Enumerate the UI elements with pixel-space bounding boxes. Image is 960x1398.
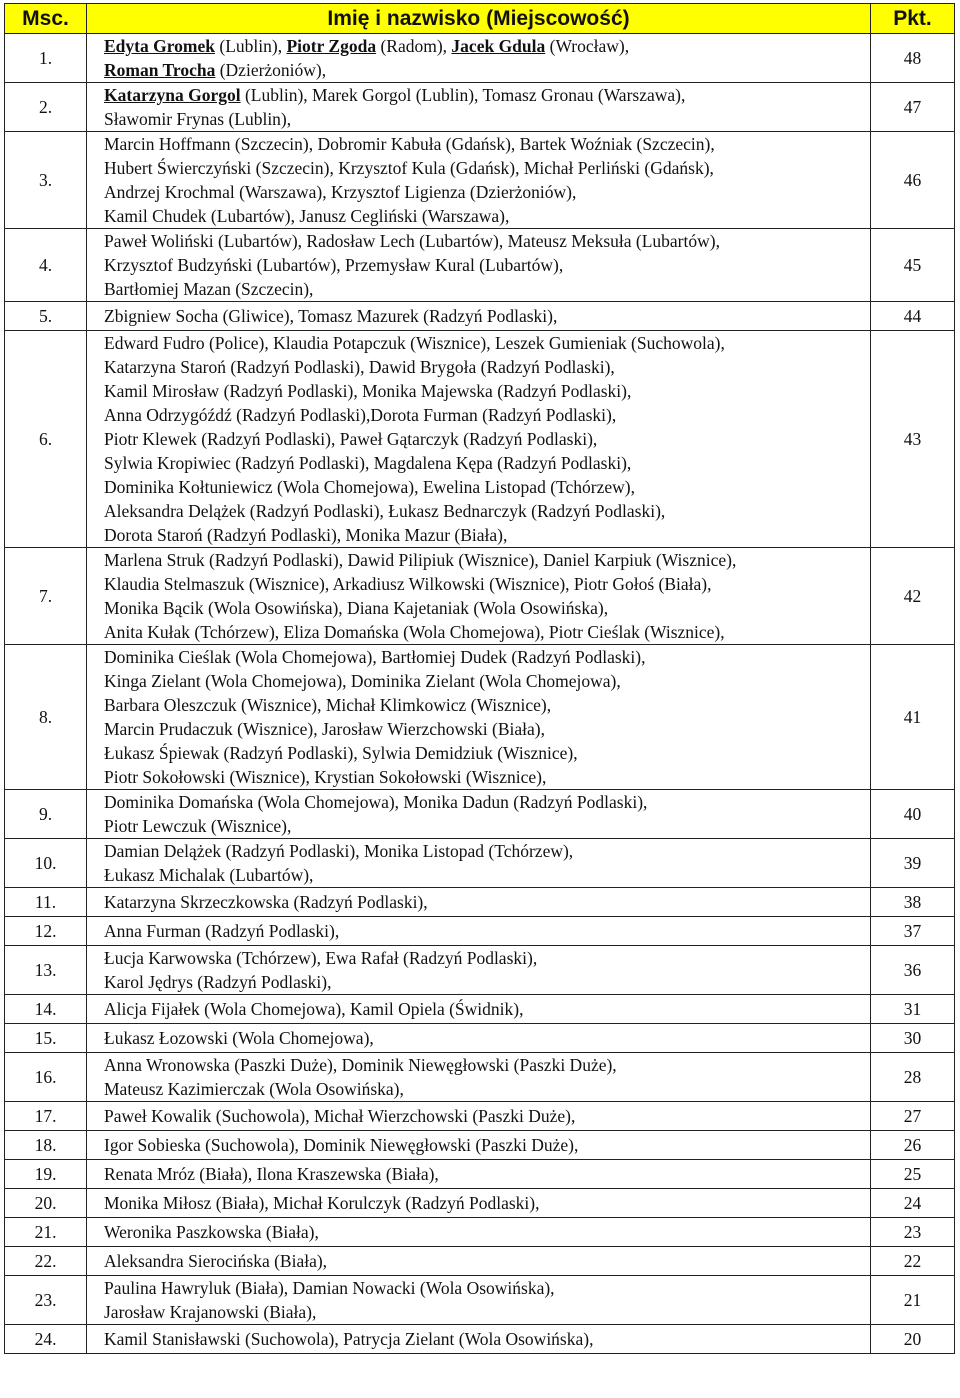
name-text: (Dzierżoniów), <box>215 60 327 80</box>
points-cell: 46 <box>871 132 955 229</box>
points-cell: 22 <box>871 1247 955 1276</box>
participant-line <box>104 863 870 887</box>
name-text: Hubert Świerczyński (Szczecin), Krzysztof Kula (Gdańsk), Michał Perliński (Gdańsk), <box>104 158 714 178</box>
name-text: Andrzej Krochmal (Warszawa), Krzysztof Ligienza (Dzierżoniów), <box>104 182 577 202</box>
table-row <box>5 839 955 888</box>
participant-line <box>104 451 870 475</box>
names-cell <box>87 1024 871 1053</box>
name-text: Sylwia Kropiwiec (Radzyń Podlaski), Magdalena Kępa (Radzyń Podlaski), <box>104 453 632 473</box>
name-text: Anna Wronowska (Paszki Duże), Dominik Niewęgłowski (Paszki Duże), <box>104 1055 617 1075</box>
name-text: Monika Miłosz (Biała), Michał Korulczyk (Radzyń Podlaski), <box>104 1193 540 1213</box>
participant-line <box>104 204 870 228</box>
rank-cell: 7. <box>5 548 87 645</box>
participant-line <box>104 548 870 572</box>
results-table <box>4 3 955 1354</box>
names-cell <box>87 1160 871 1189</box>
table-row <box>5 331 955 548</box>
name-text: Łukasz Śpiewak (Radzyń Podlaski), Sylwia Demidziuk (Wisznice), <box>104 743 578 763</box>
name-text: Piotr Sokołowski (Wisznice), Krystian Sokołowski (Wisznice), <box>104 767 547 787</box>
name-text: (Wrocław), <box>545 36 630 56</box>
name-text: Weronika Paszkowska (Biała), <box>104 1222 319 1242</box>
points-cell: 21 <box>871 1276 955 1325</box>
name-text: Damian Delążek (Radzyń Podlaski), Monika Listopad (Tchórzew), <box>104 841 574 861</box>
name-text: Zbigniew Socha (Gliwice), Tomasz Mazurek (Radzyń Podlaski), <box>104 306 558 326</box>
name-text: Jarosław Krajanowski (Biała), <box>104 1302 317 1322</box>
participant-line <box>104 1191 870 1215</box>
participant-line <box>104 1133 870 1157</box>
rank-cell: 21. <box>5 1218 87 1247</box>
names-cell <box>87 1189 871 1218</box>
names-cell <box>87 229 871 302</box>
rank-cell: 23. <box>5 1276 87 1325</box>
names-cell <box>87 645 871 790</box>
highlighted-name: Edyta Gromek <box>104 36 215 56</box>
points-cell: 44 <box>871 302 955 331</box>
participant-line <box>104 427 870 451</box>
names-cell <box>87 995 871 1024</box>
rank-cell: 9. <box>5 790 87 839</box>
header-names: Imię i nazwisko (Miejscowość) <box>87 4 871 34</box>
participant-line <box>104 180 870 204</box>
points-cell: 42 <box>871 548 955 645</box>
name-text: Kamil Chudek (Lubartów), Janusz Cegliński (Warszawa), <box>104 206 510 226</box>
participant-line <box>104 741 870 765</box>
name-text: Kamil Mirosław (Radzyń Podlaski), Monika Majewska (Radzyń Podlaski), <box>104 381 632 401</box>
table-row <box>5 888 955 917</box>
points-cell: 39 <box>871 839 955 888</box>
names-cell <box>87 132 871 229</box>
rank-cell: 24. <box>5 1325 87 1354</box>
names-cell <box>87 1218 871 1247</box>
names-cell <box>87 1247 871 1276</box>
participant-line <box>104 669 870 693</box>
participant-line <box>104 331 870 355</box>
participant-line <box>104 839 870 863</box>
name-text: Dominika Domańska (Wola Chomejowa), Monika Dadun (Radzyń Podlaski), <box>104 792 648 812</box>
participant-line <box>104 997 870 1021</box>
participant-line <box>104 1053 870 1077</box>
participant-line <box>104 717 870 741</box>
name-text: Klaudia Stelmaszuk (Wisznice), Arkadiusz Wilkowski (Wisznice), Piotr Gołoś (Biała), <box>104 574 712 594</box>
name-text: Katarzyna Staroń (Radzyń Podlaski), Dawid Brygoła (Radzyń Podlaski), <box>104 357 615 377</box>
names-cell <box>87 946 871 995</box>
participant-line <box>104 620 870 644</box>
name-text: Łucja Karwowska (Tchórzew), Ewa Rafał (Radzyń Podlaski), <box>104 948 538 968</box>
participant-line <box>104 1162 870 1186</box>
participant-line <box>104 790 870 814</box>
participant-line <box>104 132 870 156</box>
table-row <box>5 995 955 1024</box>
rank-cell: 18. <box>5 1131 87 1160</box>
name-text: Marlena Struk (Radzyń Podlaski), Dawid Pilipiuk (Wisznice), Daniel Karpiuk (Wisznice), <box>104 550 737 570</box>
table-row <box>5 548 955 645</box>
names-cell <box>87 1131 871 1160</box>
participant-line <box>104 156 870 180</box>
participant-line <box>104 1220 870 1244</box>
rank-cell: 2. <box>5 83 87 132</box>
name-text: (Radom), <box>376 36 452 56</box>
name-text: Dorota Staroń (Radzyń Podlaski), Monika Mazur (Biała), <box>104 525 508 545</box>
participant-line <box>104 1300 870 1324</box>
name-text: Bartłomiej Mazan (Szczecin), <box>104 279 314 299</box>
name-text: Aleksandra Delążek (Radzyń Podlaski), Łukasz Bednarczyk (Radzyń Podlaski), <box>104 501 666 521</box>
table-body <box>5 34 955 1354</box>
participant-line <box>104 970 870 994</box>
table-row <box>5 302 955 331</box>
table-row <box>5 790 955 839</box>
points-cell: 37 <box>871 917 955 946</box>
participant-line <box>104 890 870 914</box>
name-text: (Lublin), Marek Gorgol (Lublin), Tomasz Gronau (Warszawa), <box>240 85 686 105</box>
points-cell: 47 <box>871 83 955 132</box>
points-cell: 28 <box>871 1053 955 1102</box>
participant-line <box>104 919 870 943</box>
name-text: Piotr Klewek (Radzyń Podlaski), Paweł Gątarczyk (Radzyń Podlaski), <box>104 429 598 449</box>
participant-line <box>104 946 870 970</box>
name-text: Sławomir Frynas (Lublin), <box>104 109 292 129</box>
participant-line <box>104 58 870 82</box>
participant-line <box>104 1026 870 1050</box>
points-cell: 27 <box>871 1102 955 1131</box>
table-row <box>5 1247 955 1276</box>
table-row <box>5 83 955 132</box>
name-text: Dominika Cieślak (Wola Chomejowa), Bartłomiej Dudek (Radzyń Podlaski), <box>104 647 646 667</box>
points-cell: 36 <box>871 946 955 995</box>
table-row <box>5 132 955 229</box>
participant-line <box>104 765 870 789</box>
name-text: Piotr Lewczuk (Wisznice), <box>104 816 292 836</box>
name-text: Alicja Fijałek (Wola Chomejowa), Kamil Opiela (Świdnik), <box>104 999 524 1019</box>
name-text: Łukasz Michalak (Lubartów), <box>104 865 314 885</box>
points-cell: 45 <box>871 229 955 302</box>
names-cell <box>87 790 871 839</box>
participant-line <box>104 34 870 58</box>
name-text: Renata Mróz (Biała), Ilona Kraszewska (Biała), <box>104 1164 439 1184</box>
rank-cell: 8. <box>5 645 87 790</box>
points-cell: 31 <box>871 995 955 1024</box>
names-cell <box>87 34 871 83</box>
participant-line <box>104 1327 870 1351</box>
rank-cell: 6. <box>5 331 87 548</box>
name-text: Łukasz Łozowski (Wola Chomejowa), <box>104 1028 374 1048</box>
points-cell: 43 <box>871 331 955 548</box>
name-text: Barbara Oleszczuk (Wisznice), Michał Klimkowicz (Wisznice), <box>104 695 552 715</box>
rank-cell: 15. <box>5 1024 87 1053</box>
participant-line <box>104 107 870 131</box>
participant-line <box>104 403 870 427</box>
table-row <box>5 1160 955 1189</box>
name-text: Edward Fudro (Police), Klaudia Potapczuk (Wisznice), Leszek Gumieniak (Suchowola), <box>104 333 725 353</box>
rank-cell: 22. <box>5 1247 87 1276</box>
participant-line <box>104 645 870 669</box>
names-cell <box>87 83 871 132</box>
rank-cell: 14. <box>5 995 87 1024</box>
participant-line <box>104 814 870 838</box>
points-cell: 30 <box>871 1024 955 1053</box>
points-cell: 20 <box>871 1325 955 1354</box>
name-text: Karol Jędrys (Radzyń Podlaski), <box>104 972 332 992</box>
participant-line <box>104 304 870 328</box>
rank-cell: 10. <box>5 839 87 888</box>
participant-line <box>104 83 870 107</box>
participant-line <box>104 596 870 620</box>
name-text: Paweł Woliński (Lubartów), Radosław Lech (Lubartów), Mateusz Meksuła (Lubartów), <box>104 231 720 251</box>
name-text: Paulina Hawryluk (Biała), Damian Nowacki (Wola Osowińska), <box>104 1278 555 1298</box>
names-cell <box>87 302 871 331</box>
rank-cell: 1. <box>5 34 87 83</box>
points-cell: 25 <box>871 1160 955 1189</box>
names-cell <box>87 1053 871 1102</box>
header-rank: Msc. <box>5 4 87 34</box>
points-cell: 48 <box>871 34 955 83</box>
rank-cell: 17. <box>5 1102 87 1131</box>
rank-cell: 16. <box>5 1053 87 1102</box>
name-text: Anna Odrzygóźdź (Radzyń Podlaski),Dorota Furman (Radzyń Podlaski), <box>104 405 617 425</box>
points-cell: 38 <box>871 888 955 917</box>
names-cell <box>87 917 871 946</box>
rank-cell: 11. <box>5 888 87 917</box>
name-text: Marcin Prudaczuk (Wisznice), Jarosław Wierzchowski (Biała), <box>104 719 545 739</box>
participant-line <box>104 379 870 403</box>
rank-cell: 3. <box>5 132 87 229</box>
participant-line <box>104 355 870 379</box>
name-text: Paweł Kowalik (Suchowola), Michał Wierzchowski (Paszki Duże), <box>104 1106 576 1126</box>
highlighted-name: Piotr Zgoda <box>286 36 377 56</box>
participant-line <box>104 229 870 253</box>
rank-cell: 13. <box>5 946 87 995</box>
table-row <box>5 1024 955 1053</box>
points-cell: 24 <box>871 1189 955 1218</box>
name-text: Aleksandra Sierocińska (Biała), <box>104 1251 328 1271</box>
highlighted-name: Katarzyna Gorgol <box>104 85 241 105</box>
names-cell <box>87 1325 871 1354</box>
table-row <box>5 946 955 995</box>
name-text: Igor Sobieska (Suchowola), Dominik Niewęgłowski (Paszki Duże), <box>104 1135 579 1155</box>
names-cell <box>87 1102 871 1131</box>
name-text: Marcin Hoffmann (Szczecin), Dobromir Kabuła (Gdańsk), Bartek Woźniak (Szczecin), <box>104 134 715 154</box>
table-header <box>5 4 955 34</box>
participant-line <box>104 1249 870 1273</box>
points-cell: 40 <box>871 790 955 839</box>
points-cell: 26 <box>871 1131 955 1160</box>
name-text: Katarzyna Skrzeczkowska (Radzyń Podlaski), <box>104 892 428 912</box>
table-row <box>5 1053 955 1102</box>
table-row <box>5 1218 955 1247</box>
name-text: Anita Kułak (Tchórzew), Eliza Domańska (Wola Chomejowa), Piotr Cieślak (Wisznice), <box>104 622 725 642</box>
table-row <box>5 1189 955 1218</box>
points-cell: 41 <box>871 645 955 790</box>
name-text: Anna Furman (Radzyń Podlaski), <box>104 921 340 941</box>
name-text: Mateusz Kazimierczak (Wola Osowińska), <box>104 1079 404 1099</box>
highlighted-name: Jacek Gdula <box>451 36 546 56</box>
table-row <box>5 1131 955 1160</box>
table-row <box>5 1276 955 1325</box>
rank-cell: 12. <box>5 917 87 946</box>
participant-line <box>104 475 870 499</box>
name-text: Krzysztof Budzyński (Lubartów), Przemysław Kural (Lubartów), <box>104 255 564 275</box>
names-cell <box>87 888 871 917</box>
table-row <box>5 1325 955 1354</box>
table-row <box>5 229 955 302</box>
names-cell <box>87 1276 871 1325</box>
table-row <box>5 1102 955 1131</box>
names-cell <box>87 331 871 548</box>
rank-cell: 19. <box>5 1160 87 1189</box>
rank-cell: 4. <box>5 229 87 302</box>
header-row <box>5 4 955 34</box>
name-text: (Lublin), <box>215 36 287 56</box>
points-cell: 23 <box>871 1218 955 1247</box>
participant-line <box>104 277 870 301</box>
name-text: Monika Bącik (Wola Osowińska), Diana Kajetaniak (Wola Osowińska), <box>104 598 609 618</box>
participant-line <box>104 1276 870 1300</box>
table-row <box>5 917 955 946</box>
highlighted-name: Roman Trocha <box>104 60 216 80</box>
table-row <box>5 645 955 790</box>
participant-line <box>104 1104 870 1128</box>
participant-line <box>104 499 870 523</box>
rank-cell: 20. <box>5 1189 87 1218</box>
name-text: Kamil Stanisławski (Suchowola), Patrycja Zielant (Wola Osowińska), <box>104 1329 594 1349</box>
participant-line <box>104 693 870 717</box>
names-cell <box>87 839 871 888</box>
participant-line <box>104 572 870 596</box>
rank-cell: 5. <box>5 302 87 331</box>
name-text: Dominika Kołtuniewicz (Wola Chomejowa), Ewelina Listopad (Tchórzew), <box>104 477 635 497</box>
names-cell <box>87 548 871 645</box>
table-row <box>5 34 955 83</box>
participant-line <box>104 1077 870 1101</box>
participant-line <box>104 523 870 547</box>
name-text: Kinga Zielant (Wola Chomejowa), Dominika Zielant (Wola Chomejowa), <box>104 671 621 691</box>
header-points: Pkt. <box>871 4 955 34</box>
participant-line <box>104 253 870 277</box>
